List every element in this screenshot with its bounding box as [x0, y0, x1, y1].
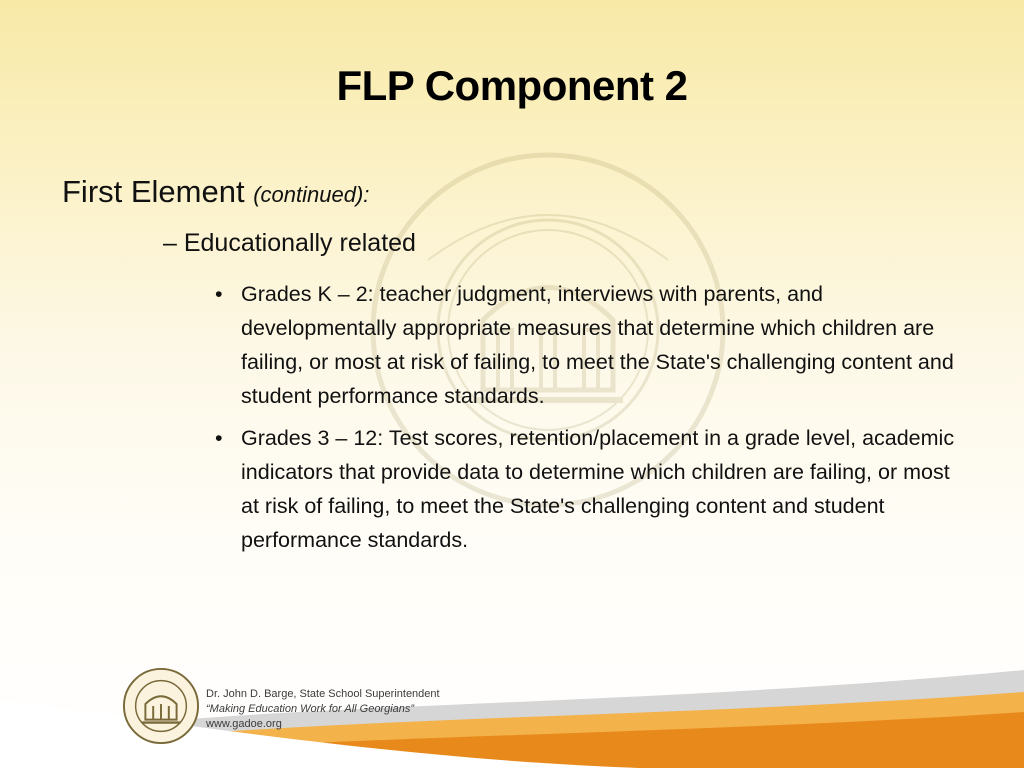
bullet-icon: •	[215, 282, 223, 306]
slide-title: FLP Component 2	[336, 62, 688, 109]
bullet-text: Grades K – 2: teacher judgment, interviews with parents, and developmentally appropriate measures that determine which children are failing, or most at risk of failing, to meet the State's challenging content and student performance standards.	[241, 282, 954, 408]
list-item	[215, 421, 960, 557]
bullet-text: Grades 3 – 12: Test scores, retention/placement in a grade level, academic indicators that provide data to determine which children are failing, or most at risk of failing, to meet the State's challenging content and student performance standards.	[241, 426, 955, 552]
website-link[interactable]: www.gadoe.org	[206, 718, 282, 730]
footer-text	[206, 687, 440, 732]
bullet-icon: •	[215, 426, 223, 450]
list-item	[215, 277, 960, 413]
slogan-line: “Making Education Work for All Georgians”	[206, 703, 415, 715]
heading-text: First Element	[62, 174, 245, 209]
bullet-list	[215, 277, 960, 565]
georgia-doe-seal-icon	[122, 667, 200, 745]
subheading: – Educationally related	[163, 229, 416, 257]
superintendent-line: Dr. John D. Barge, State School Superintendent	[206, 688, 440, 700]
heading-suffix: (continued):	[253, 182, 370, 207]
heading	[62, 174, 369, 210]
